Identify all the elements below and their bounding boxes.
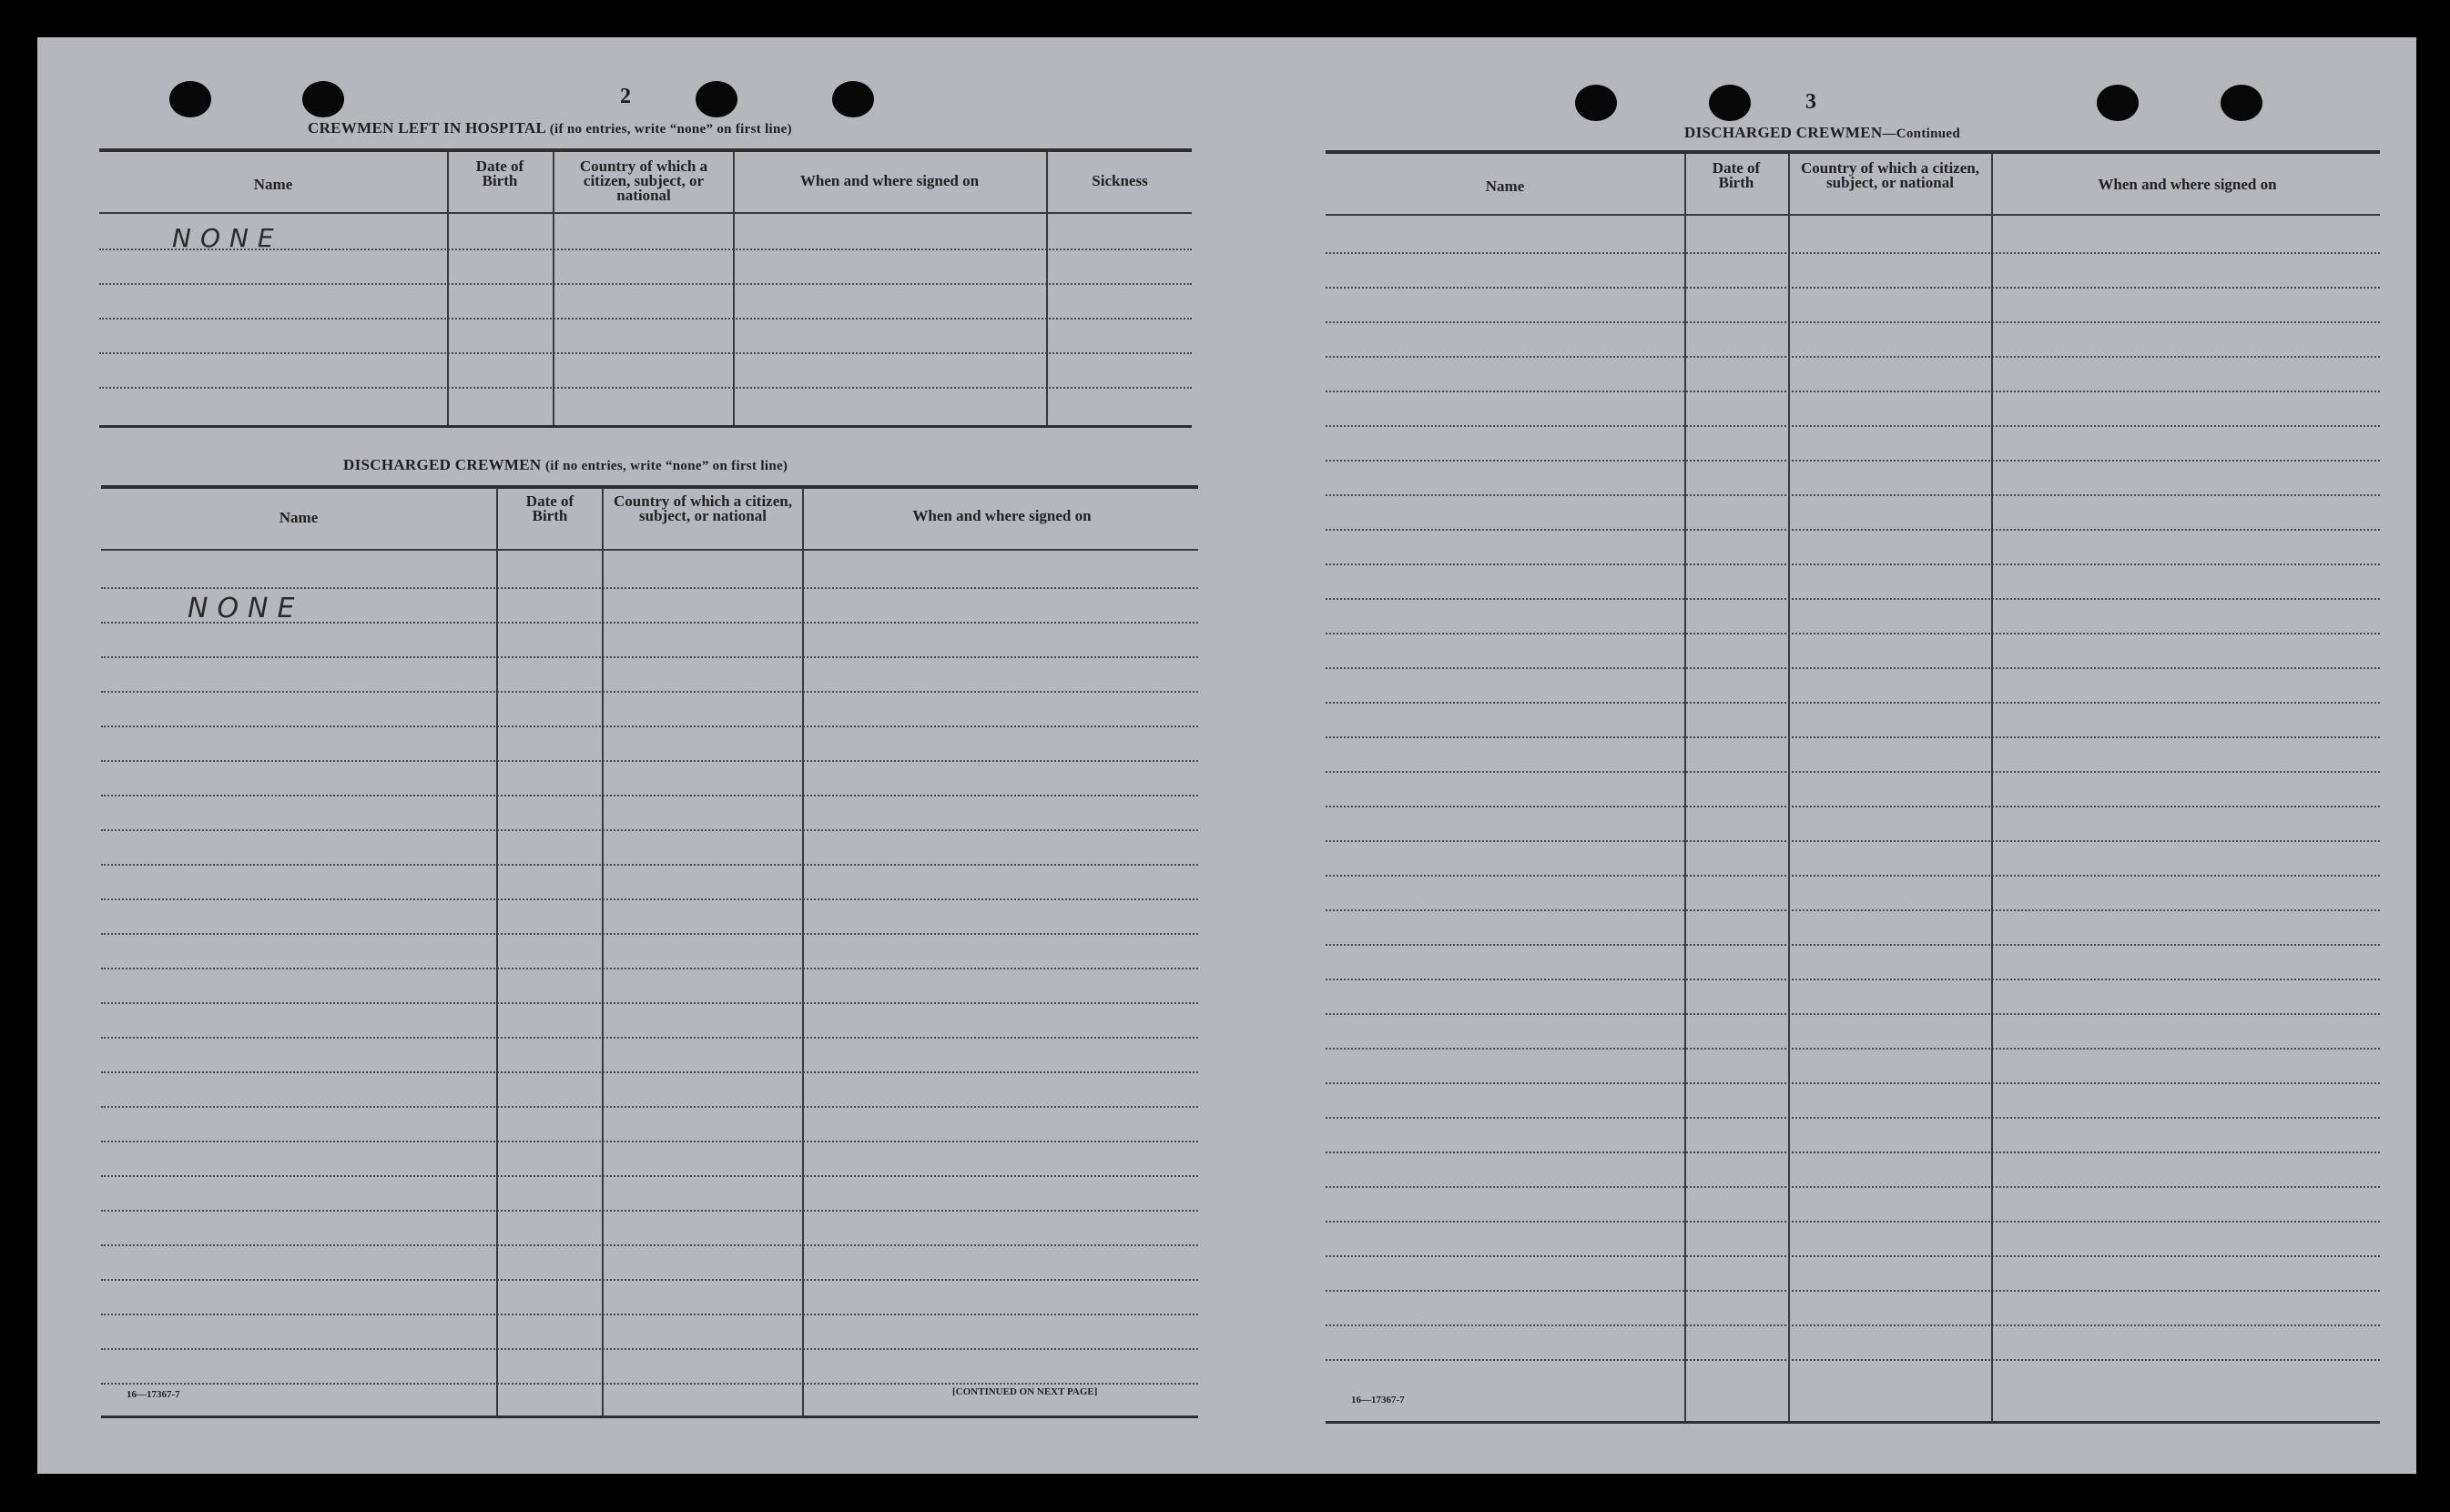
column-header-date-of-birth: Date of Birth bbox=[1712, 159, 1761, 191]
column-header-signed-on: When and where signed on bbox=[799, 172, 980, 189]
column-header-name: Name bbox=[253, 176, 293, 193]
discharged-continued-title: DISCHARGED CREWMEN—Continued bbox=[1684, 124, 1960, 141]
discharged-table bbox=[101, 485, 1198, 1420]
form-number: 16—17367-7 bbox=[127, 1389, 180, 1400]
column-header-country: Country of which a citizen, subject, or national bbox=[1801, 159, 1979, 191]
punch-hole bbox=[302, 81, 344, 117]
discharged-section-instruction: (if no entries, write “none” on first line) bbox=[545, 459, 788, 473]
hospital-section-title: CREWMEN LEFT IN HOSPITAL (if no entries, write “none” on first line) bbox=[308, 119, 792, 137]
column-header-name: Name bbox=[1485, 178, 1525, 195]
discharged-continued-table bbox=[1326, 150, 2380, 1425]
punch-hole bbox=[169, 81, 211, 117]
column-header-signed-on: When and where signed on bbox=[912, 507, 1092, 524]
punch-hole bbox=[696, 81, 737, 117]
handwritten-entry: NONE bbox=[172, 223, 283, 253]
handwritten-entry: NONE bbox=[188, 593, 304, 624]
punch-hole bbox=[2097, 85, 2139, 121]
form-number: 16—17367-7 bbox=[1351, 1395, 1405, 1405]
column-header-date-of-birth: Date of Birth bbox=[475, 157, 524, 189]
page-3 bbox=[1221, 37, 2416, 1474]
punch-hole bbox=[832, 81, 874, 117]
continued-note: [CONTINUED ON NEXT PAGE] bbox=[952, 1386, 1098, 1397]
document-scan bbox=[37, 37, 2416, 1474]
column-header-date-of-birth: Date of Birth bbox=[525, 492, 574, 524]
punch-hole bbox=[1575, 85, 1617, 121]
page-number: 2 bbox=[620, 85, 631, 108]
hospital-section-instruction: (if no entries, write “none” on first line) bbox=[549, 122, 792, 137]
column-header-country: Country of which a citizen, subject, or national bbox=[614, 492, 792, 524]
punch-hole bbox=[2221, 85, 2262, 121]
page-number: 3 bbox=[1805, 90, 1816, 114]
title-suffix: —Continued bbox=[1882, 127, 1960, 141]
hospital-table bbox=[99, 148, 1192, 429]
column-header-signed-on: When and where signed on bbox=[2098, 176, 2277, 193]
page-2 bbox=[37, 37, 1221, 1474]
punch-hole bbox=[1709, 85, 1751, 121]
column-header-sickness: Sickness bbox=[1092, 172, 1148, 189]
column-header-name: Name bbox=[279, 509, 319, 526]
column-header-country: Country of which a citizen, subject, or national bbox=[579, 157, 708, 204]
discharged-section-title: DISCHARGED CREWMEN (if no entries, write “none” on first line) bbox=[343, 456, 788, 473]
